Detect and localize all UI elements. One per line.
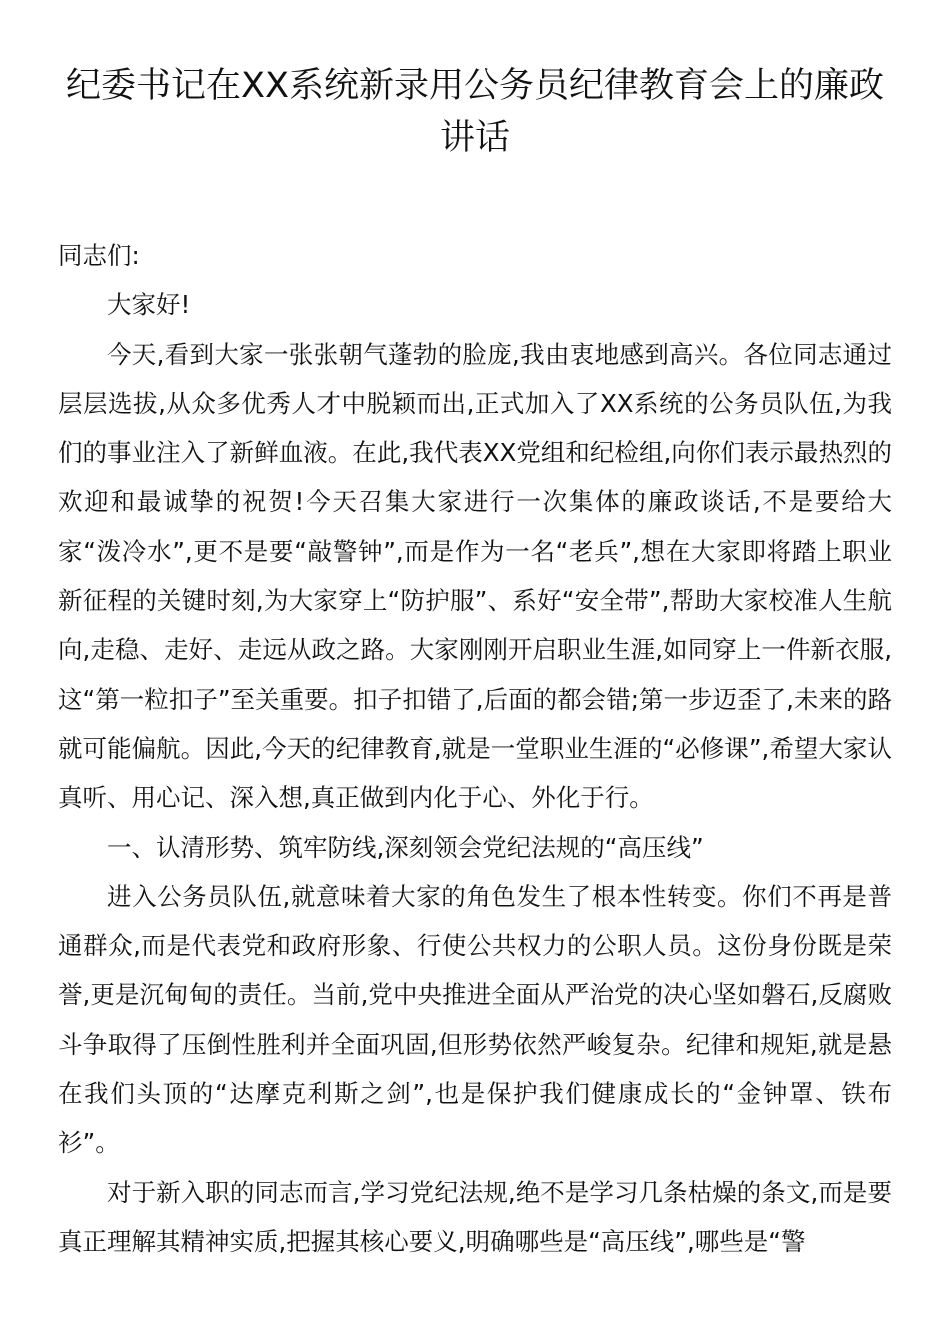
intro-paragraph: 今天,看到大家一张张朝气蓬勃的脸庞,我由衷地感到高兴。各位同志通过层层选拔,从众多优秀人才中脱颖而出,正式加入了XX系统的公务员队伍,为我们的事业注入了新鲜血液。在此,我代表XX党组和纪检组,向你们表示最热烈的欢迎和最诚挚的祝贺!今天召集大家进行一次集体的廉政谈话,不是要给大家“泼冷水”,更不是要“敲警钟”,而是作为一名“老兵”,想在大家即将踏上职业新征程的关键时刻,为大家穿上“防护服”、系好“安全带”,帮助大家校准人生航向,走稳、走好、走远从政之路。大家刚刚开启职业生涯,如同穿上一件新衣服,这“第一粒扣子”至关重要。扣子扣错了,后面的都会错;第一步迈歪了,未来的路就可能偏航。因此,今天的纪律教育,就是一堂职业生涯的“必修课”,希望大家认真听、用心记、深入想,真正做到内化于心、外化于行。 [58, 339, 892, 813]
section-paragraph: 进入公务员队伍,就意味着大家的角色发生了根本性转变。你们不再是普通群众,而是代表党和政府形象、行使公共权力的公职人员。这份身份既是荣誉,更是沉甸甸的责任。当前,党中央推进全面从严治党的决心坚如磐石,反腐败斗争取得了压倒性胜利并全面巩固,但形势依然严峻复杂。纪律和规矩,就是悬在我们头顶的“达摩克利斯之剑”,也是保护我们健康成长的“金钟罩、铁布衫”。 [58, 881, 892, 1158]
document-title [58, 60, 892, 164]
title-line-1: 纪委书记在XX系统新录用公务员纪律教育会上的廉政 [66, 66, 884, 106]
document-body [58, 231, 892, 1266]
salutation: 同志们: [58, 241, 140, 270]
title-line-2: 讲话 [439, 118, 510, 158]
section-paragraph: 对于新入职的同志而言,学习党纪法规,绝不是学习几条枯燥的条文,而是要真正理解其精神实质,把握其核心要义,明确哪些是“高压线”,哪些是“警 [58, 1177, 892, 1256]
greeting: 大家好! [107, 290, 191, 320]
section-heading: 一、认清形势、筑牢防线,深刻领会党纪法规的“高压线” [107, 832, 704, 862]
